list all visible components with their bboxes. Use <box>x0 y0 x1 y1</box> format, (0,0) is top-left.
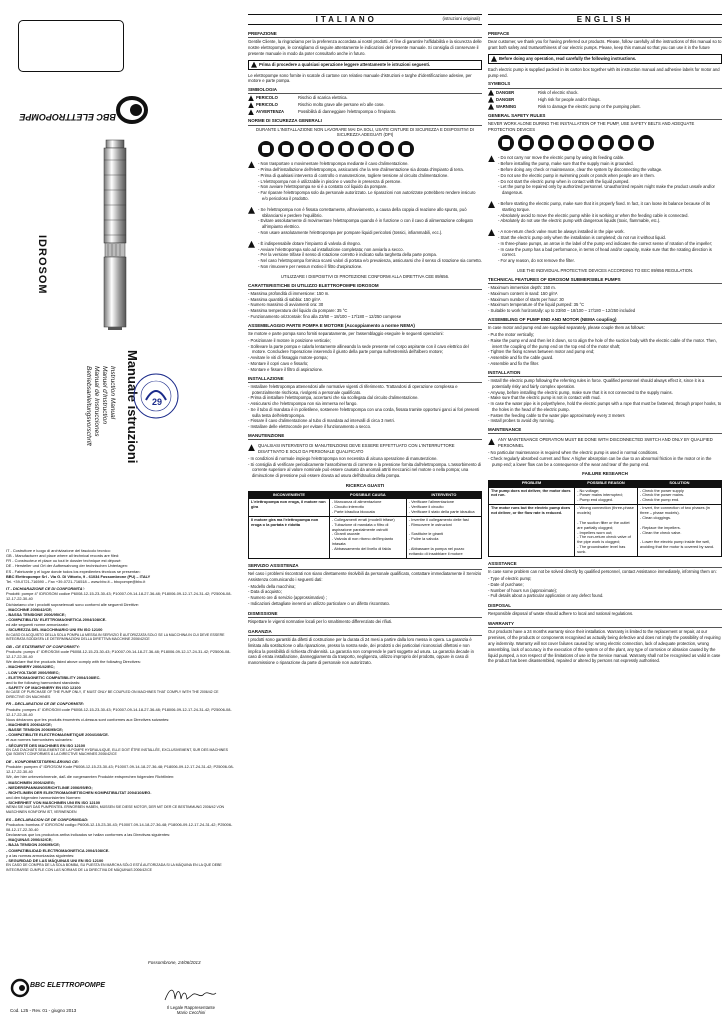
list-item: - L'elettropompa non è utilizzabile in piscine o vasche in presenza di persone. <box>258 178 402 184</box>
electric-danger-icon <box>248 161 255 168</box>
table-cell: - Invertire il collegamento delle fasi - Rimuovere le ostruzioni - Sostituire le giranti - Pulire la valvola - Abbassare la pompa nel pozzo evitando di insabbiare il motore <box>406 516 481 558</box>
section-heading: GENERAL SAFETY RULES <box>488 113 722 120</box>
decl-it-item: - SICUREZZA DEL MACCHINARIO UNI EN ISO 12100 <box>6 627 103 633</box>
goggles-icon <box>518 135 534 151</box>
list-item: - Check regularly absorbed current and flow: A higher absorption can be due to an abnormal friction in the motor or in the pump end; a lower flow can be a consequence of the wear and tear of the pump end. <box>488 455 712 467</box>
symbol-desc: High risk for people and/or things. <box>538 96 601 102</box>
subtitle-en: Instruction Manual <box>109 366 116 420</box>
italian-title: ITALIANO <box>315 14 377 24</box>
list-item: - Se il tubo di mandata è in polietilene, sostenere l'elettropompa con una corda, fissata tramite opportuni ganci ai fori presenti sulla testa dell'elettropompa. <box>248 406 480 418</box>
decl-intro-gb: GB - Manufacturer and place where all technical records are filed: <box>6 553 120 559</box>
directive-note: USE THE INDIVIDUAL PROTECTIVE DEVICES ACCORDING TO EEC 89/656 REGULATION. <box>516 267 694 273</box>
list-item: - For any reason, do not remove the filter. <box>498 258 575 264</box>
warning-icon <box>488 229 495 236</box>
list-item: - Fasten the feeding cable to the water pipe approximately every 3 meters <box>488 412 625 418</box>
decl-it-item: - MACCHINE 2006/42/CE; <box>6 606 53 612</box>
section-heading: MAINTENANCE <box>488 427 722 434</box>
english-header <box>488 14 722 25</box>
subtitle-es: Manual de Instrucciones <box>93 366 100 437</box>
decl-es-item: - SEGURIDAD DE LAS MÁQUINAS UNI EN ISO 12100 <box>6 857 104 863</box>
boots-icon <box>378 141 394 157</box>
ear-protection-icon <box>558 135 574 151</box>
decl-intro-fr: FR - Constructeur et place ou tout le dossier technique est déposé: <box>6 558 122 564</box>
list-item: - Avviare l'elettropompa solo ad installazione completata; non avviarla a secco. <box>258 246 404 252</box>
mask-icon <box>538 135 554 151</box>
table-row <box>249 499 482 517</box>
list-item: - Before doing any check or maintenance, clear the system by disconnecting the voltage. <box>498 166 663 172</box>
list-item: - È indispensabile dotare l'impianto di valvola di ritegno. <box>258 240 361 246</box>
signature-icon <box>160 985 220 1005</box>
symbols-table <box>248 95 482 115</box>
feature-item: - Massima temperatura del liquido da pompare: 35 °C <box>248 308 348 314</box>
table-header: INCONVENIENTE <box>249 492 330 499</box>
section-heading: DISPOSAL <box>488 603 722 610</box>
supply-text: Le elettropompe sono fornite in scatole di cartone con relativo manuale d'istruzioni e targhe d'identificazione adesive, per motore e parte pompa. <box>248 72 472 84</box>
safety-rule-text: NEVER WORK ALONE DURING THE INSTALLATION OF THE PUMP, USE SAFETY BELTS AND ADEQUATE PROTECTION DEVICES <box>488 120 695 132</box>
section-heading: INSTALLAZIONE <box>248 376 482 383</box>
warranty-text: Our products have a 24 months warranty since their installation. Warranty is limited to the replacement or repair, at our premises, of the products or components recognised as actually being defective and does not imply the possibility of requiring any indemnity. Warranty will not cover failures caused by: wrong electric connection, lack of adequate protection, wrong assembling, lack of accuracy in the execution of the system or of the plant, any type of corrosion or abrasion caused by the liquid pumped, a non respect of the limitations of use in the Service manual. Warranty shall not be recognised as valid in case the product has been disassembled, repaired or altered by persons not expressly authorised. <box>488 629 721 664</box>
section-heading: ASSEMBLAGGIO PARTE POMPA E MOTORE (Accoppiamento a norme NEMA) <box>248 323 482 330</box>
gloves-icon <box>358 141 374 157</box>
decl-de-item: und den folgenden harmonisierten Normen: <box>6 795 82 801</box>
symbols-table <box>488 90 722 110</box>
troubleshooting-table <box>488 480 722 557</box>
decl-it-item: ed alle seguenti norme armonizzate: <box>6 622 69 628</box>
decl-es-note: EN CASO DE COMPRA DE LA SOLA BOMBA, SU PUESTA EN MARCHA SÓLO ESTÁ AUTORIZADA SI LA MÁQUINA EN LA QUE DEBE INTEGRARSE CUMPLE CON LAS NORMAS DE LA DIRECTIVA DE MÁQUINAS 2006/42/CE <box>6 863 222 872</box>
list-item: - Evitare assolutamente di movimentare l'elettropompa quando è in funzione o con il cavo di alimentazione collegato all'impianto elettrico. <box>258 218 473 230</box>
ppe-icons <box>258 141 482 157</box>
list-item: - Let the pump be repaired only by authorized personnel. Unauthorized repairs might make the product unsafe and/or dangerous. <box>498 184 715 196</box>
list-item: - Si consiglia di verificare periodicamente l'assorbimento di corrente e la pressione fornita dall'elettropompa. L'assorbimento di corrente superiore al valore nominale può essere causato da anomali attriti meccanici nel motore o nella pompa; una diminuzione di pressione può essere dovuta ad usura dell'idraulica della pompa. <box>248 461 482 479</box>
decl-es-item: - MAQUINAS 2006/42/CE; <box>6 837 53 843</box>
warning-text: Prima di procedere a qualsiasi operazione leggere attentamente le istruzioni seguenti. <box>259 61 431 67</box>
list-item: - Put the motor vertically; <box>488 331 535 337</box>
electric-danger-icon <box>248 95 254 101</box>
english-title: ENGLISH <box>576 14 634 24</box>
decl-gb-item: - MACHINERY 2006/42/EC; <box>6 664 55 670</box>
section-heading: DISMISSIONE <box>248 611 482 618</box>
decl-fr-note: EN CAS D'ACHATS SEULEMENT DE LA POMPE HYDRAULIQUE, ELLE DOIT ÊTRE INSTALLÉE, EXCLUSIVEMENT, SUR DES MACHINES QUI SOIENT CONFORMES À LA DIRECTIVE MACHINES 2006/42/CE <box>6 747 228 757</box>
company-contacts: Tel. +39-0721-716590 – Fax +39-0721-716518 – www.bbc.it – bbcpompe@bbc.it <box>6 578 146 584</box>
list-item: - Date of purchase; <box>488 581 524 587</box>
list-item: - Nel caso l'elettropompa fornisca scarsi valori di portata e/o prevalenza, assicurarsi che il senso di rotazione sia corretto. <box>258 258 483 264</box>
section-heading: SERVIZIO ASSISTENZA <box>248 563 482 570</box>
table-cell: The motor runs but the electric pump does not deliver, or the flow rate is reduced. <box>489 505 575 557</box>
symbol-label: PERICOLO <box>256 95 278 101</box>
warning-block <box>488 200 722 225</box>
bottom-brand-text: BBC ELETTROPOMPE <box>30 982 106 989</box>
warning-icon <box>251 62 257 68</box>
manual-title: Manuale istruzioni <box>125 350 140 464</box>
goggles-icon <box>278 141 294 157</box>
signer-block <box>165 1005 217 1015</box>
list-item: - Sollevare la parte pompa e calarla lentamente allineando la sede presente nel corpo aspirante con il cavo elettrico del motore. Concludere l'operazione inserendo il giunto della parte pompa sull'estremità dell'albero motore; <box>248 343 469 355</box>
brand-text: BBC ELETTROPOMPE <box>19 112 116 122</box>
decl-it-item: - BASSA TENSIONE 2006/95/CE; <box>6 611 66 617</box>
subtitle-fr: Manuel d'Instruction <box>101 366 108 424</box>
list-item: - Non rimuovere per nessun motivo il filtro d'aspirazione. <box>258 263 363 269</box>
bbc-bottom-logo-icon <box>10 977 106 999</box>
symbol-label: PERICOLO <box>256 102 278 108</box>
italian-header <box>248 14 482 25</box>
disposal-text: Responsible disposal of waste should adhere to local and national regulations. <box>488 611 634 617</box>
decl-fr-item: - BASSE TENSION 2006/95/CE; <box>6 727 64 733</box>
list-item: - In condizioni di normale impiego l'elettropompa non necessita di alcuna operazione di manutenzione. <box>248 455 438 461</box>
decl-es-heading: ES - DECLARACION CE DE CONFORMIDAD: <box>6 816 89 822</box>
warning-block <box>488 154 722 197</box>
maintenance-warning <box>488 437 722 449</box>
table-cell: - Collegamenti errati (modelli trifase) - Tubazione di mandata o filtro di aspirazione parzialmente ostruiti - Giranti usurate - Valvola di non ritorno dell'impianto intasata - Abbassamento del livello di falda <box>329 516 406 558</box>
warning-text: ANY MAINTENANCE OPERATION MUST BE DONE WITH DISCONNECTED SWITCH AND ONLY BY QUALIFIED PERSONNEL <box>498 437 713 449</box>
decl-de-heading: DE - KONFORMITÄTSERKLÄRUNG CE: <box>6 758 79 764</box>
decl-it-statement: Dichiariamo che i prodotti sopraelencati sono conformi alle seguenti Direttive: <box>6 601 139 607</box>
feature-item: - Massima profondità di immersione: 150 m. <box>248 290 330 296</box>
warning-block <box>248 160 482 203</box>
assistance-text: Nel caso i problemi riscontrati non siano direttamente risolvibili da personale qualificato, contattare immediatamente il Servizio Assistenza comunicando i seguenti dati: <box>248 570 482 582</box>
helmet-icon <box>258 141 274 157</box>
harness-icon <box>578 135 594 151</box>
section-heading: PREFAZIONE <box>248 31 482 38</box>
electric-danger-icon <box>248 444 255 451</box>
section-heading: ASSEMBLING OF PUMP END AND MOTOR (NEMA coupling) <box>488 317 722 324</box>
symbol-desc: Risk of electric shock. <box>538 89 579 95</box>
decl-it-heading: IT - DICHIARAZIONE CE DI CONFORMITA': <box>6 586 85 592</box>
company-address: BBC Elettropompe Srl - Via G. Di Vittorio, 9 - 61034 Fossombrone (PU) – ITALY <box>6 573 151 579</box>
list-item: - Raise the pump end and then let it down, so to align the hole of the suction body with the electric cable of the motor. Then, insert the coupling of the pump end on the top end of the motor shaft; <box>488 337 717 349</box>
preface-text: Gentile Cliente, la ringraziamo per la preferenza accordata ai nostri prodotti. Al fine di garantire l'affidabilità e la sicurezza delle nostre elettropompe, le consigliamo di seguire attentamente le indicazioni del presente manuale. Si consiglia di conservare il presente manuale in modo da poter consultarlo anche in futuro. <box>248 39 482 56</box>
list-item: - Non avviare l'elettropompa se si è a contatto col liquido da pompare. <box>258 184 388 190</box>
list-item: - Montare il copri cavo e fissarlo; <box>248 360 309 366</box>
section-heading: WARRANTY <box>488 621 722 628</box>
warning-icon <box>488 104 494 110</box>
mask-icon <box>298 141 314 157</box>
decl-intro-es: ES - Fabricante y el lugar donde todos los expedientes técnicos se presentan: <box>6 568 141 574</box>
svg-text:29: 29 <box>152 397 163 407</box>
table-header: POSSIBLE REASON <box>575 480 638 487</box>
list-item: - Prima dell'installazione dell'elettropompa, assicurarsi che la rete d'alimentazione sia dotata d'impianto di terra. <box>258 166 464 172</box>
list-item: - Anyway, before installing the electric pump, make sure that it is not connected to the supply mains. <box>488 389 673 395</box>
list-item: - Number of hours run (approximate); <box>488 587 558 593</box>
list-item: - Before starting the electric pump, make sure that it is properly fixed. In fact, it can loose its balance because of its starting torque. <box>498 200 711 212</box>
decl-es-item: y a las normas armonizadas siguientes: <box>6 852 75 858</box>
maintenance-warning <box>248 443 482 455</box>
decl-fr-item: - MACHINES 2006/42/CE; <box>6 721 53 727</box>
submersible-pump-picture <box>100 140 130 330</box>
troubleshooting-title: RICERCA GUASTI <box>345 483 385 489</box>
supply-text: Each electric pump is supplied packed in its carton box together with its instruction manual and adhesive labels for motor and pump end. <box>488 66 720 78</box>
feature-item: - Maximum content in sand: 150 g/m³. <box>488 290 559 296</box>
read-instructions-warning <box>488 54 722 64</box>
electric-danger-icon <box>488 438 495 445</box>
italian-subtitle: (istruzioni originali) <box>442 16 480 22</box>
warning-text: Before doing any operation, read carefully the following instructions. <box>499 55 637 61</box>
decl-it-item: - COMPATIBILITA' ELETTROMAGNETICA 2004/108/CE. <box>6 617 107 623</box>
overalls-icon <box>398 141 414 157</box>
table-cell: - Verificare l'alimentazione - Verificare il circuito - Verificare il stato della parte idraulica <box>406 499 481 517</box>
warning-block <box>248 206 482 237</box>
feature-item: - Suitable to work horizontally: up to 23/60 – 18/100 – 17/180 – 12/250 included <box>488 308 636 314</box>
section-heading: GARANZIA <box>248 629 482 636</box>
list-item: - In three-phase pumps, an arrow in the label of the pump end indicates the correct sense of rotation of the impeller; <box>498 240 713 246</box>
preface-text: Dear customer, we thank you for having preferred our products. Please, follow carefully all the instructions of this manual so to grant both safety and trustworthiness of our electric pumps. Please, keep this manual so that you can use it in the future <box>488 39 722 50</box>
symbol-desc: Rischio di scarica elettrica. <box>298 95 348 101</box>
list-item: - Type of electric pump; <box>488 575 532 581</box>
decl-gb-item: and to the following harmonised standards: <box>6 679 81 685</box>
table-row <box>489 487 722 505</box>
table-header: SOLUTION <box>637 480 721 487</box>
section-heading: ASSISTANCE <box>488 561 722 568</box>
decl-it-note: IN CASO DI ACQUISTO DELLA SOLA POMPA LA MESSA IN SERVIZIO È AUTORIZZATA SOLO SE LA MACCHINA IN CUI DEVE ESSERE INTEGRATA SODDISFA LE DETERMINAZIONI DELLA DIRETTIVA MACCHINE 2006/42/CE <box>6 632 225 642</box>
section-heading: SIMBOLOGIA <box>248 87 482 94</box>
bbc-logo-icon <box>19 88 150 132</box>
decl-gb-statement: We declare that the products listed above comply with the following Directives: <box>6 659 141 665</box>
list-item: - No particular maintenance is required when the electric pump is used in normal conditions. <box>488 450 659 456</box>
table-row <box>249 516 482 558</box>
decl-gb-heading: GB - CE STATEMENT OF CONFORMITY: <box>6 643 80 649</box>
table-row <box>489 505 722 557</box>
symbol-label: DANGER <box>496 89 515 95</box>
section-heading: MANUTENZIONE <box>248 433 482 440</box>
list-item: - Full details about a particular application or any defect found. <box>488 593 604 599</box>
decl-intro-it: IT - Costruttore e luogo di archiviazione del fascicolo tecnico: <box>6 548 111 553</box>
list-item: - Tighten the fixing screws between motor and pump end; <box>488 349 595 355</box>
section-heading: PREFACE <box>488 31 722 38</box>
table-cell: The pump does not deliver, the motor does not run. <box>489 487 575 505</box>
product-name-vertical: IDROSOM <box>36 235 48 295</box>
section-heading: CARATTERISTICHE DI UTILIZZO ELETTROPOMPE IDROSOM <box>248 283 482 290</box>
list-item: - Per la versione trifase il senso di rotazione corretto è indicato sulla targhetta della parte pompa. <box>258 252 437 258</box>
list-item: - Modello della macchina; <box>248 583 296 589</box>
safety-rule-text: DURANTE L'INSTALLAZIONE NON LAVORARE MAI DA SOLI, USATE CINTURE DI SICUREZZA E DISPOSITIVI DI SICUREZZA ADEGUATI (DPI) <box>256 126 474 138</box>
warning-block <box>248 240 482 271</box>
list-item: - Fissare il cavo d'alimentazione al tubo di mandata ad intervalli di circa 3 metri. <box>248 418 395 424</box>
document-code: Cod. L25 - Rev. 01 - giugno 2013 <box>10 1008 77 1013</box>
symbol-label: AVVERTENZA <box>256 109 285 115</box>
boots-icon <box>618 135 634 151</box>
danger-icon <box>248 207 255 214</box>
decl-de-note: WENN SIE NUR DAS PUMPENTEIL ERWORBEN HABEN, MÜSSEN SIE DIESE MOTOR, DER MIT DER CE BESTIMMUNG 2006/42 VON MASCHINEN KONFORM IST, VERWENDEN <box>6 805 225 814</box>
ppe-icons <box>498 135 722 151</box>
gloves-icon <box>598 135 614 151</box>
feature-item: - Funzionamento orizzontale: fino alla 23/60 – 18/100 – 17/180 – 12/250 comprese <box>248 313 402 319</box>
list-item: - Do not use the electric pump in swimming pools or ponds when people are in them. <box>498 172 655 178</box>
decl-de-item: - RICHTLINIEN DER ELEKTROMAGNETISCHEN KOMPATIBILITAT 2004/108/EG. <box>6 789 152 795</box>
warning-text: QUALSIASI INTERVENTO DI MANUTENZIONE DEVE ESSERE EFFETTUATO CON L'INTERRUTTORE DISATTIVATO E SOLO DA PERSONALE QUALIFICATO <box>258 443 455 455</box>
harness-icon <box>338 141 354 157</box>
feature-item: - Numero massimo di avviamenti ora: 30 <box>248 302 324 308</box>
warning-icon <box>248 241 255 248</box>
decl-es-item: - BAJA TENSION 2006/95/CE; <box>6 842 61 848</box>
section-heading: INSTALLATION <box>488 370 722 377</box>
cover-column <box>0 0 244 1024</box>
table-cell: L'elettropompa non eroga, il motore non gira <box>249 499 330 517</box>
decl-es-statement: Declaramos que los productos arriba indicados se hallan conformes a las Directivas siguientes: <box>6 832 171 838</box>
section-heading: SYMBOLS <box>488 81 722 88</box>
helmet-icon <box>498 135 514 151</box>
overalls-icon <box>638 135 654 151</box>
symbol-label: WARNING <box>496 103 517 109</box>
list-item: - Before installing the pump, make sure that the supply main is grounded. <box>498 161 634 167</box>
decl-fr-item: - COMPATIBILITE ELECTROMAGNETIQUE 2004/108/CE. <box>6 732 109 738</box>
warning-icon <box>491 56 497 62</box>
symbol-label: DANGER <box>496 96 515 102</box>
warning-block <box>488 228 722 265</box>
list-item: - Installare delle elettroconde per evitare il funzionamento a secco. <box>248 424 372 430</box>
decl-de-item: - MASCHINEN 2006/42/EG; <box>6 779 56 785</box>
list-item: - Data di acquisto; <box>248 589 282 595</box>
list-item: - Install probes to avoid dry running. <box>488 418 555 424</box>
decl-fr-products: Produits: pompes 4" IDROSOM code P6008-12-15-23-30-43; P10007-09-14-18-27-36-48; P18006-09-12-17-24-31-42; P25006-08-12-17-22-30-40 <box>6 706 232 717</box>
list-item: - Posizionare il motore in posizione verticale; <box>248 337 331 343</box>
danger-icon <box>488 201 495 208</box>
warranty-text: I prodotti sono garantiti da difetti di costruzione per la durata di 24 mesi a partire dalla loro messa in opera. La garanzia è limitata alla sostituzione o alla riparazione, presso la nostra sede, dei prodotti o dei particolari riconosciuti difettosi e non implica la possibilità di richiesta d'indennità. La garanzia non comprende le parti soggette ad usura. La garanzia decade in caso di errata installazione, danneggiamento da trasporto, negligenza, utilizzo improprio del prodotto, oppure in caso di manomissione o riparazione da parte di personale non autorizzato. <box>248 636 474 666</box>
table-cell: - Invert, the connection of two phases (in three – phase models). - Clean cloggings. - Replace the impellers. - Clean the check valve. - Lower the electric pump inside the well, avoiding that the motor is covered by sand. <box>637 505 721 557</box>
decl-gb-note: IN CASE OF PURCHASE OF THE PUMP ONLY, IT MUST ONLY BE COUPLED ON MACHINES THAT COMPLY WITH THE 2006/42 CE DIRECTIVE ON MACHINES <box>6 690 219 699</box>
list-item: - Make sure that the electric pump is not in contact with mud. <box>488 395 601 401</box>
quality-seal-icon <box>132 372 180 420</box>
list-item: - Absolutely avoid to move the electric pump while it is working or when the feeding cable is connected. <box>498 212 689 218</box>
symbol-desc: Risk to damage the electric pump or the pumping plant. <box>538 103 641 109</box>
danger-icon <box>248 102 254 108</box>
warning-icon <box>248 109 254 115</box>
list-item: - In case the water pipe is in polyethylene, hold the electric pumps with a rope that must be fastened, through proper hooks, to the holes in the head of the electric pump. <box>488 401 722 412</box>
decl-gb-item: - LOW VOLTAGE 2006/95/EC; <box>6 669 60 675</box>
feature-item: - Maximum temperature of the liquid pumped: 35 °C <box>488 302 585 308</box>
decl-de-item: - SICHERHEIT VON MASCHINEN UNI EN ISO 12100 <box>6 800 101 806</box>
feature-item: - Maximum number of starts per hour: 30 <box>488 296 564 302</box>
table-cell: - No voltage; - Power mains interrupted; - Pump end clogged. <box>575 487 638 505</box>
signer-role: Il Legale Rappresentante <box>166 1005 216 1010</box>
list-item: - Numero ore di servizio (approssimativo) ; <box>248 595 327 601</box>
list-item: - In case the pump has a bad performance, in terms of head and/or capacity, make sure that the rotating direction is correct. <box>498 246 712 258</box>
list-item: - Indicazioni dettagliate inerenti un utilizzo particolare o un difetto riscontrato. <box>248 600 390 606</box>
label-placeholder-box <box>18 20 124 72</box>
decl-de-statement: Wir, der hier unterzeichnende, daß die vorgenannten Produkte entsprechen folgenden Richtlinien: <box>6 774 175 780</box>
subtitle-de: Betriebsanleitungsvorschrift <box>85 366 92 446</box>
list-item: - Assicurarsi che l'elettropompa non sia immersa nel fango. <box>248 401 358 407</box>
list-item: - Avvitare le viti di fissaggio motore-pompa; <box>248 355 328 361</box>
list-item: - Assemble and fix the cable guard. <box>488 355 554 361</box>
table-cell: - Mancanza di alimentazione - Circuito interrotto - Parte idraulica bloccata <box>329 499 406 517</box>
troubleshooting-title: FAILURE RESEARCH <box>582 471 628 477</box>
assistance-text: In case some problem can not be solved directly by qualified personnel, contact Assistance immediately, informing them on: <box>488 569 717 575</box>
english-column <box>488 14 722 665</box>
section-heading: TECHNICAL FEATURES OF IDROSOM SUBMERSIBLE PUMPS <box>488 277 722 284</box>
table-header: POSSIBILE CAUSA <box>329 492 406 499</box>
list-item: - Assemble and fix the filter. <box>488 360 540 366</box>
feature-item: - Maximum immersion depth: 150 m. <box>488 284 556 290</box>
decl-gb-item: - SAFETY OF MACHINERY EN ISO 12100 <box>6 684 81 690</box>
list-item: - Absolutely do not use the electric pump with dangerous liquids (toxic, flammable, etc.). <box>498 218 661 224</box>
list-item: - Do not start the electric pump when in contact with the liquid pumped. <box>498 178 630 184</box>
decl-fr-item: - SÉCURITÉ DES MACHINES EN ISO 12100 <box>6 742 86 748</box>
table-cell: Il motore gira ma l'elettropompa non eroga o la portata è ridotta <box>249 516 330 558</box>
symbol-desc: Rischio molto grave alle persone e/o alle cose. <box>298 102 385 108</box>
table-cell: - Check the power supply - Check the power mains. - Check the pump end. <box>637 487 721 505</box>
assembly-intro: In case motor and pump end are supplied separately, please couple them as follows: <box>488 325 645 331</box>
disposal-text: Rispettare le vigenti normative locali per lo smaltimento differenziato dei rifiuti. <box>248 618 393 624</box>
table-header: PROBLEM <box>489 480 575 487</box>
table-cell: - Wrong connection (three-phase models) - The suction filter or the outlet are partially clogged; - Impellers worn out; - The non-return check valve of the pipe work is clogged; - The groundwater level has sunk. <box>575 505 638 557</box>
decl-es-products: Productos: bombas 4" IDROSOM codigo P6008-12-15-23-30-43; P10007-09-14-18-27-36-48; P18006-09-12-17-24-31-42; P25006-08-12-17-22-30-40 <box>6 821 233 832</box>
danger-icon <box>488 97 494 103</box>
decl-it-products: Prodotti: pompe 4" IDROSOM codice P6008-12-15-23-30-43; P10007-09-14-18-27-36-48; P18006-09-12-17-24-31-42; P25006-08-12-17-22-30-40 <box>6 591 232 602</box>
read-instructions-warning <box>248 60 482 70</box>
list-item: - Prima di installare l'elettropompa, accertarsi che sia scollegata dal circuito d'alimentazione. <box>248 395 419 401</box>
decl-fr-heading: FR - DECLARATION CE DE CONFORMITE: <box>6 701 85 707</box>
place-date: Fossombrone, 24/06/2013 <box>148 960 201 965</box>
decl-intro-de: DE - Hersteller und Ort der Aufbewahrung der technischen Unterlagen: <box>6 563 128 569</box>
list-item: - Se l'elettropompa non è fissata correttamente, all'avviamento, a causa della coppia di reazione allo spunto, può sbilanciarsi e perdere l'equilibrio. <box>258 206 467 218</box>
decl-de-products: Produkte: pumpen 4" IDROSOM Kode P6008-12-15-23-30-43; P10007-09-14-18-27-36-48; P18006-09-12-17-24-31-42; P25006-08-12-17-22-30-40 <box>6 764 234 775</box>
list-item: - Non trasportare o movimentare l'elettropompa mediante il cavo d'alimentazione. <box>258 161 409 167</box>
list-item: - Do not carry nor move the electric pump by using its feeding cable. <box>498 155 625 161</box>
list-item: - Montare e fissare il filtro di aspirazione. <box>248 366 324 372</box>
assembly-intro: Se motore e parte pompa sono forniti separatamente, per l'assemblaggio eseguire le seguenti operazioni: <box>248 330 444 336</box>
manual-title-block <box>64 340 144 500</box>
signer-name: Mario Cecchini <box>176 1010 206 1016</box>
list-item: - Start the electric pump only when the installation is completed; do not run it without liquid. <box>498 234 667 240</box>
directive-note: UTILIZZARE I DISPOSITIVI DI PROTEZIONE CONFORMI ALLA DIRETTIVA CEE 89/656. <box>280 273 450 279</box>
list-item: - Install the electric pump following the referring rules in force. Qualified personnel should always effect it, since it is a potentially risky and fairly complex operation. <box>488 377 705 389</box>
ce-declarations <box>6 548 234 872</box>
decl-de-item: - NIEDERSPANNUNGSRICHTLINIE 2006/95/EG; <box>6 784 93 790</box>
table-header: INTERVENTO <box>406 492 481 499</box>
list-item: - Non usare assolutamente l'elettropompa per pompare liquidi pericolosi (tossici, infiammabili, ecc.). <box>258 229 443 235</box>
list-item: - Installare l'elettropompa attenendosi alle normative vigenti di riferimento. Trattandosi di operazione complessa e potenzialmente rischiosa, rivolgersi a personale qualificato. <box>248 383 458 395</box>
decl-es-item: - COMPATIBILIDAD ELECTROMAGNETICA 2004/108/CE. <box>6 847 110 853</box>
section-heading: NORME DI SICUREZZA GENERALI <box>248 118 482 125</box>
decl-gb-products: Products: pumps 4" IDROSOM code P6008-12-15-23-30-43; P10007-09-14-18-27-36-48; P18006-09-12-17-24-31-42; P25006-08-12-17-22-30-40 <box>6 648 231 660</box>
ear-protection-icon <box>318 141 334 157</box>
electric-danger-icon <box>488 90 494 96</box>
feature-item: - Massima quantità di sabbia: 150 g/m³. <box>248 296 322 302</box>
list-item: - A non-return check valve must be always installed in the pipe work. <box>498 229 625 235</box>
decl-gb-item: - ELETROMAGNETIC COMPATIBILITY 2004/108/EC. <box>6 674 101 680</box>
decl-fr-item: et aux normes harmonisées suivantes: <box>6 737 73 743</box>
list-item: - Prima di qualsiasi intervento di controllo o manutenzione, togliere tensione al circuito d'alimentazione. <box>258 172 449 178</box>
italian-column <box>248 14 482 667</box>
decl-fr-statement: Nous déclarons que les produits énumérés ci-dessus sont conformes aux Directives suivantes: <box>6 716 170 722</box>
symbol-desc: Possibilità di danneggiare l'elettropompa o l'impianto. <box>298 109 397 115</box>
troubleshooting-table <box>248 491 482 559</box>
electric-danger-icon <box>488 155 495 162</box>
list-item: - Far riparare l'elettropompa solo da personale autorizzato. Le riparazioni non autorizzate potrebbero rendere insicuro e/o pericoloso il prodotto. <box>258 190 476 201</box>
